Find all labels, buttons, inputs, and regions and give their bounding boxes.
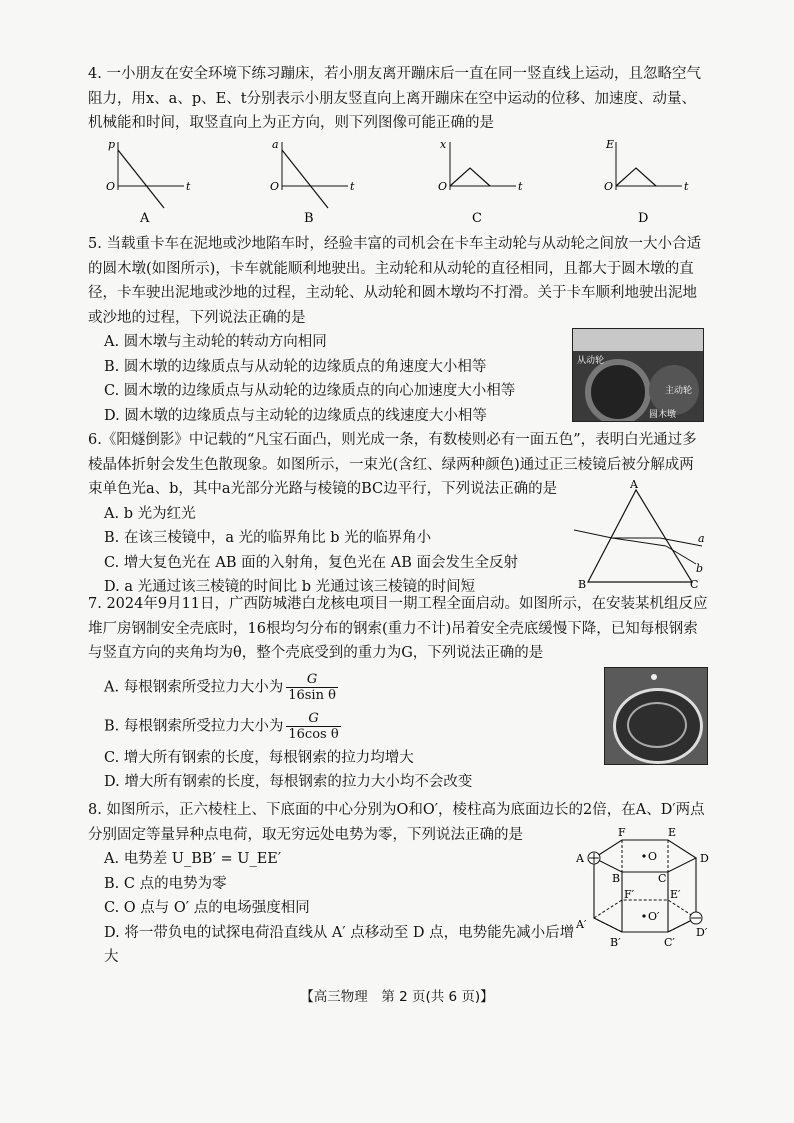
question-7-stem: 7. 2024年9月11日，广西防城港白龙核电项目一期工程全面启动。如图所示，在安装某机组反应堆厂房钢制安全壳底时，16根均匀分布的钢索(重力不计)吊着安全壳底缓慢下降，已知每根钢索与竖直方向的夹角均为θ，整个壳底受到的重力为G，下列说法正确的是 [88, 596, 708, 661]
point-e-prime-label: E′ [670, 888, 681, 901]
point-a-label: A [576, 852, 584, 865]
graph-x-label: t [518, 180, 523, 193]
prism-diagram [574, 480, 708, 592]
question-7-option-c: C. 增大所有钢索的长度，每根钢索的拉力均增大 [104, 749, 414, 766]
question-5-stem: 5. 当载重卡车在泥地或沙地陷车时，经验丰富的司机会在卡车主动轮与从动轮之间放一大小合适的圆木墩(如图所示)，卡车就能顺利地驶出。主动轮和从动轮的直径相同，且都大于圆木墩的直径，卡车驶出泥地或沙地的过程，主动轮、从动轮和圆木墩均不打滑。关于卡车顺利地驶出泥地或沙地的过程，下列说法正确的是 [88, 236, 701, 326]
graph-curve [616, 168, 656, 186]
ray-b-label: b [696, 562, 704, 575]
option-a-denominator: 16sin θ [288, 687, 336, 703]
point-d-label: D [700, 852, 709, 865]
question-4-graphs [88, 138, 708, 230]
log-label: 圆木墩 [649, 410, 677, 420]
question-4-stem: 4. 一小朋友在安全环境下练习蹦床，若小朋友离开蹦床后一直在同一竖直线上运动，且忽略空气阻力，用x、a、p、E、t分别表示小朋友竖直向上离开蹦床在空中运动的位移、加速度、动量、机械能和时间，取竖直向上为正方向，则下列图像可能正确的是 [88, 66, 701, 131]
option-b-numerator: G [286, 711, 340, 727]
question-8-stem: 8. 如图所示，正六棱柱上、下底面的中心分别为O和O′，棱柱高为底面边长的2倍，在A、D′两点分别固定等量异种点电荷，取无穷远处电势为零，下列说法正确的是 [88, 802, 705, 843]
point-d-prime-label: D′ [696, 926, 708, 939]
question-6-option-d: D. a 光通过该三棱镜的时间比 b 光通过该三棱镜的时间短 [104, 579, 476, 595]
point-c-prime-label: C′ [664, 936, 675, 949]
graph-y-label: E [606, 138, 615, 151]
option-a-text: A. 每根钢索所受拉力大小为 [104, 679, 284, 695]
graph-x-label: t [350, 180, 355, 193]
question-6-option-b: B. 在该三棱镜中，a 光的临界角比 b 光的临界角小 [104, 530, 432, 546]
option-a-numerator: G [286, 672, 338, 688]
option-a-fraction [286, 672, 338, 703]
option-b-text: B. 每根钢索所受拉力大小为 [104, 718, 284, 734]
graph-y-label: x [440, 138, 447, 151]
graph-origin-label: O [604, 180, 614, 193]
question-5-option-c: C. 圆木墩的边缘质点与从动轮的边缘质点的向心加速度大小相等 [104, 383, 516, 399]
question-6-option-a: A. b 光为红光 [104, 505, 196, 522]
question-6-option-c: C. 增大复色光在 AB 面的入射角，复色光在 AB 面会发生全反射 [104, 554, 518, 571]
graph-x-label: t [684, 180, 689, 193]
graph-x-label: t [186, 180, 191, 193]
question-6-stem: 6.《阳燧倒影》中记载的“凡宝石面凸，则光成一条，有数棱则必有一面五色”，表明白光通过多棱晶体折射会发生色散现象。如图所示，一束光(含红、绿两种颜色)通过正三棱镜后被分解成两束单色光a、b，其中a光部分光路与棱镜的BC边平行，下列说法正确的是 [88, 432, 697, 497]
question-5-option-b: B. 圆木墩的边缘质点与从动轮的边缘质点的角速度大小相等 [104, 358, 487, 375]
driving-wheel-label: 主动轮 [665, 386, 693, 396]
graph-y-label: a [272, 138, 279, 151]
graph-option-label: D [638, 211, 649, 226]
graph-origin-label: O [270, 180, 280, 193]
question-8-option-a: A. 电势差 U_BB′ = U_EE′ [104, 851, 282, 867]
question-7-option-d: D. 增大所有钢索的长度，每根钢索的拉力大小均不会改变 [104, 774, 473, 790]
question-8-option-b: B. C 点的电势为零 [104, 875, 227, 892]
point-f-prime-label: F′ [624, 888, 635, 901]
graph-option-label: B [304, 211, 314, 226]
point-b-label: B [612, 872, 621, 885]
reactor-shell-photo [604, 667, 708, 765]
question-8-option-d: D. 将一带负电的试探电荷沿直线从 A′ 点移动至 D 点，电势能先减小后增大 [104, 924, 575, 965]
question-8-option-c: C. O 点与 O′ 点的电场强度相同 [104, 900, 310, 916]
graph-curve [282, 150, 328, 208]
ray-a-label: a [698, 532, 705, 545]
graph-option-label: A [140, 211, 150, 226]
graph-option-label: C [472, 211, 482, 226]
point-e-label: E [668, 826, 677, 839]
option-b-fraction [286, 711, 340, 742]
question-5-option-a: A. 圆木墩与主动轮的转动方向相同 [104, 334, 327, 350]
driven-wheel-label: 从动轮 [577, 356, 605, 366]
point-a-prime-label: A′ [576, 918, 587, 931]
point-c-label: C [658, 872, 667, 885]
graph-curve [118, 150, 164, 208]
vertex-a-label: A [630, 480, 638, 491]
hexagonal-prism-diagram [572, 824, 712, 950]
question-4 [88, 62, 708, 136]
graph-y-label: p [108, 138, 116, 151]
page-footer: 【高三物理 第 2 页(共 6 页)】 [300, 989, 494, 1005]
question-5-option-d: D. 圆木墩的边缘质点与主动轮的边缘质点的线速度大小相等 [104, 407, 487, 424]
graph-curve [450, 168, 490, 186]
point-o-prime-label: O′ [648, 910, 660, 923]
point-f-label: F [618, 826, 626, 839]
vertex-c-label: C [690, 578, 699, 591]
point-o-label: O [648, 850, 658, 863]
vertex-b-label: B [578, 578, 587, 591]
graph-origin-label: O [106, 180, 116, 193]
graph-origin-label: O [438, 180, 448, 193]
truck-wheel-photo [572, 328, 704, 422]
option-b-denominator: 16cos θ [288, 726, 339, 742]
point-b-prime-label: B′ [610, 936, 621, 949]
